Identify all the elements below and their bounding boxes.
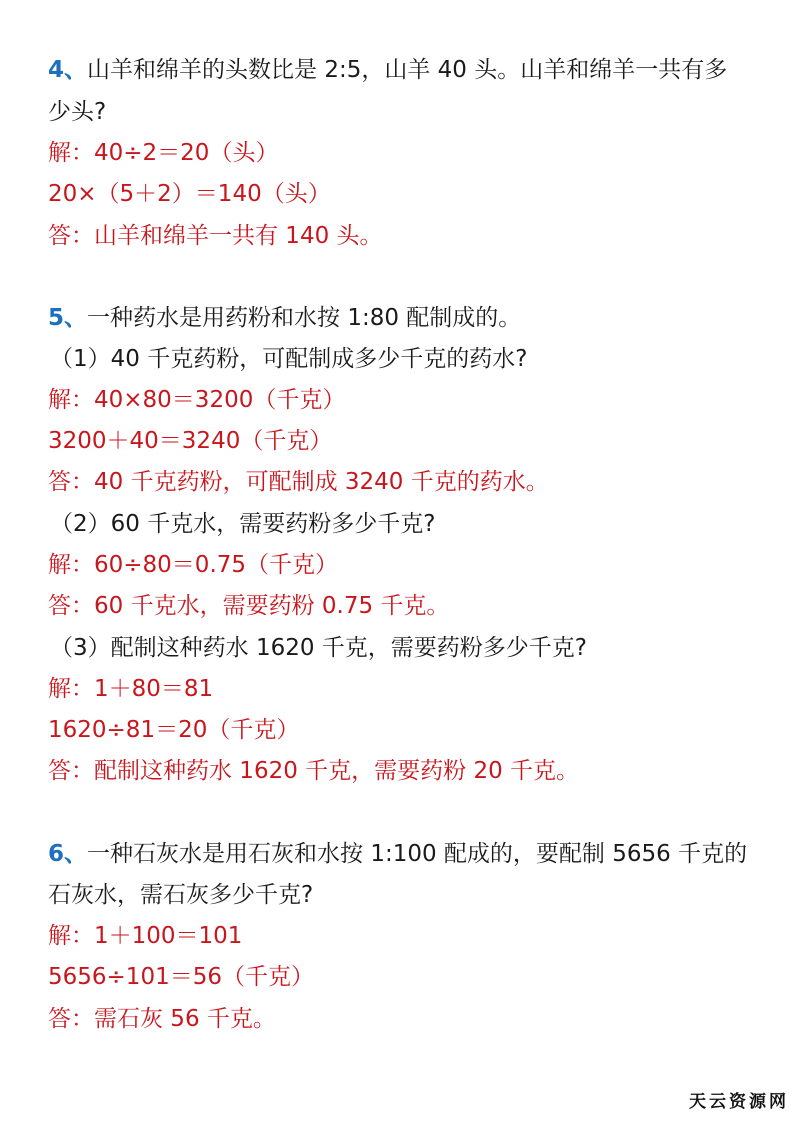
q4-solution-2: 20×（5＋2）＝140（头） bbox=[48, 181, 331, 207]
q5-part2-question: （2）60 千克水，需要药粉多少千克? bbox=[50, 511, 436, 537]
q4-question-line-1 bbox=[48, 55, 727, 85]
q5-part2-solution-1: 解：60÷80＝0.75（千克） bbox=[48, 552, 339, 578]
q6-question-line-2: 石灰水，需石灰多少千克? bbox=[48, 882, 314, 908]
q5-part1-question: （1）40 千克药粉，可配制成多少千克的药水? bbox=[50, 346, 528, 372]
q6-solution-1: 解：1＋100＝101 bbox=[48, 923, 243, 949]
q5-part1-answer: 答：40 千克药粉，可配制成 3240 千克的药水。 bbox=[48, 469, 549, 495]
q5-part3-question: （3）配制这种药水 1620 千克，需要药粉多少千克? bbox=[50, 635, 587, 661]
q5-part3-answer: 答：配制这种药水 1620 千克，需要药粉 20 千克。 bbox=[48, 758, 580, 784]
q6-number: 6、 bbox=[48, 841, 88, 867]
q4-number: 4、 bbox=[48, 57, 88, 83]
q5-part3-solution-1: 解：1＋80＝81 bbox=[48, 676, 214, 702]
q6-question-line-1 bbox=[48, 839, 747, 869]
q5-part1-solution-2: 3200＋40＝3240（千克） bbox=[48, 428, 333, 454]
q4-question-line-2: 少头? bbox=[48, 99, 107, 125]
q5-part1-solution-1: 解：40×80＝3200（千克） bbox=[48, 387, 346, 413]
q4-solution-1: 解：40÷2＝20（头） bbox=[48, 140, 279, 166]
q5-question-line-1 bbox=[48, 303, 521, 333]
watermark-logo: 天云资源网 bbox=[689, 1092, 789, 1112]
q4-answer: 答：山羊和绵羊一共有 140 头。 bbox=[48, 223, 383, 249]
q5-number: 5、 bbox=[48, 305, 88, 331]
q5-part2-answer: 答：60 千克水，需要药粉 0.75 千克。 bbox=[48, 593, 450, 619]
q5-part3-solution-2: 1620÷81＝20（千克） bbox=[48, 717, 300, 743]
q6-solution-2: 5656÷101＝56（千克） bbox=[48, 964, 314, 990]
q4-question-text: 山羊和绵羊的头数比是 2:5，山羊 40 头。山羊和绵羊一共有多 bbox=[87, 57, 728, 83]
q5-question-text: 一种药水是用药粉和水按 1:80 配制成的。 bbox=[87, 305, 522, 331]
q6-answer: 答：需石灰 56 千克。 bbox=[48, 1006, 276, 1032]
q6-question-text: 一种石灰水是用石灰和水按 1:100 配成的，要配制 5656 千克的 bbox=[87, 841, 748, 867]
